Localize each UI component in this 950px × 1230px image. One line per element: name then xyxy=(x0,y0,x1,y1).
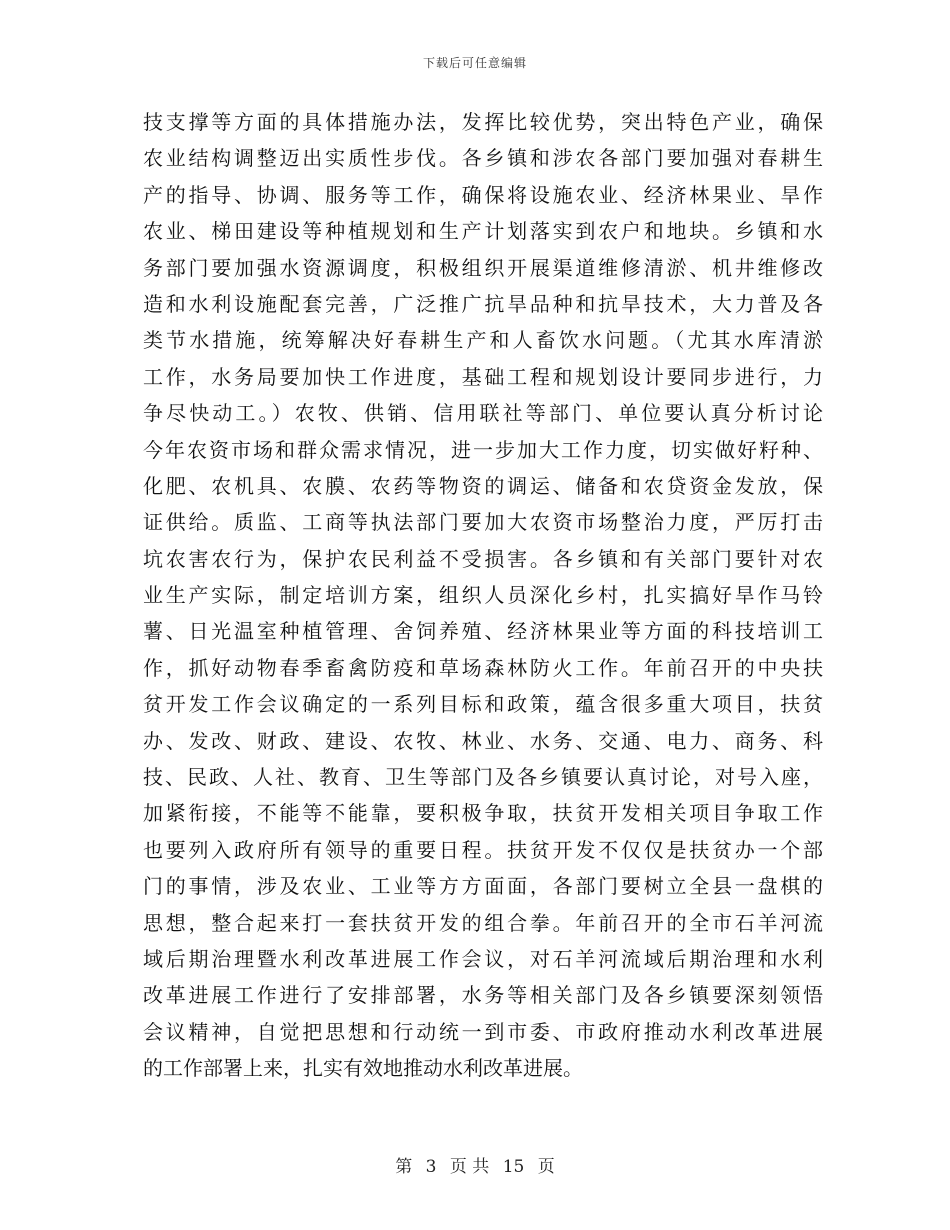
text-line: 贫开发工作会议确定的一系列目标和政策，蕴含很多重大项目，扶贫 xyxy=(143,692,823,717)
text-line: 薯、日光温室种植管理、舍饲养殖、经济林果业等方面的科技培训工 xyxy=(143,619,823,644)
text-line: 争尽快动工。）农牧、供销、信用联社等部门、单位要认真分析讨论 xyxy=(143,401,823,426)
text-line: 办、发改、财政、建设、农牧、林业、水务、交通、电力、商务、科 xyxy=(143,728,823,753)
text-line: 工作，水务局要加快工作进度，基础工程和规划设计要同步进行，力 xyxy=(143,364,823,389)
text-line: 的工作部署上来，扎实有效地推动水利改革进展。 xyxy=(143,1056,583,1081)
text-line: 造和水利设施配套完善，广泛推广抗旱品种和抗旱技术，大力普及各 xyxy=(143,291,823,316)
page-prefix: 第 xyxy=(395,1157,413,1177)
text-line: 今年农资市场和群众需求情况，进一步加大工作力度，切实做好籽种、 xyxy=(143,437,823,462)
page-header: 下载后可任意编辑 xyxy=(422,56,527,70)
text-line: 会议精神，自觉把思想和行动统一到市委、市政府推动水利改革进展 xyxy=(143,1019,823,1044)
text-line: 思想，整合起来打一套扶贫开发的组合拳。年前召开的全市石羊河流 xyxy=(143,910,823,935)
text-line: 化肥、农机具、农膜、农药等物资的调运、储备和农贷资金发放，保 xyxy=(143,473,823,498)
page-number: 3 xyxy=(425,1157,437,1177)
text-line: 门的事情，涉及农业、工业等方方面面，各部门要树立全县一盘棋的 xyxy=(143,874,823,899)
text-line: 作，抓好动物春季畜禽防疫和草场森林防火工作。年前召开的中央扶 xyxy=(143,655,823,680)
text-line: 坑农害农行为，保护农民利益不受损害。各乡镇和有关部门要针对农 xyxy=(143,546,823,571)
text-line: 技、民政、人社、教育、卫生等部门及各乡镇要认真讨论，对号入座， xyxy=(143,765,823,790)
page-suffix: 页 xyxy=(537,1157,555,1177)
text-line: 技支撑等方面的具体措施办法，发挥比较优势，突出特色产业，确保 xyxy=(143,110,823,134)
text-line: 改革进展工作进行了安排部署，水务等相关部门及各乡镇要深刻领悟 xyxy=(143,983,823,1008)
text-line: 农业、梯田建设等种植规划和生产计划落实到农户和地块。乡镇和水 xyxy=(143,219,823,244)
text-line: 业生产实际，制定培训方案，组织人员深化乡村，扎实搞好旱作马铃 xyxy=(143,583,823,608)
text-line: 域后期治理暨水利改革进展工作会议，对石羊河流域后期治理和水利 xyxy=(143,946,823,971)
text-line: 务部门要加强水资源调度，积极组织开展渠道维修清淤、机井维修改 xyxy=(143,255,823,280)
text-line: 证供给。质监、工商等执法部门要加大农资市场整治力度，严厉打击 xyxy=(143,510,823,535)
page-middle: 页 共 xyxy=(449,1157,490,1177)
text-line: 加紧衔接，不能等不能靠，要积极争取，扶贫开发相关项目争取工作 xyxy=(143,801,823,826)
text-line: 产的指导、协调、服务等工作，确保将设施农业、经济林果业、旱作 xyxy=(143,182,823,207)
page-total: 15 xyxy=(502,1157,525,1177)
text-line: 也要列入政府所有领导的重要日程。扶贫开发不仅仅是扶贫办一个部 xyxy=(143,837,823,862)
text-line: 农业结构调整迈出实质性步伐。各乡镇和涉农各部门要加强对春耕生 xyxy=(143,146,823,171)
body-text xyxy=(143,104,823,1087)
text-line: 类节水措施，统筹解决好春耕生产和人畜饮水问题。（尤其水库清淤 xyxy=(143,328,823,353)
page-footer xyxy=(0,1152,950,1177)
